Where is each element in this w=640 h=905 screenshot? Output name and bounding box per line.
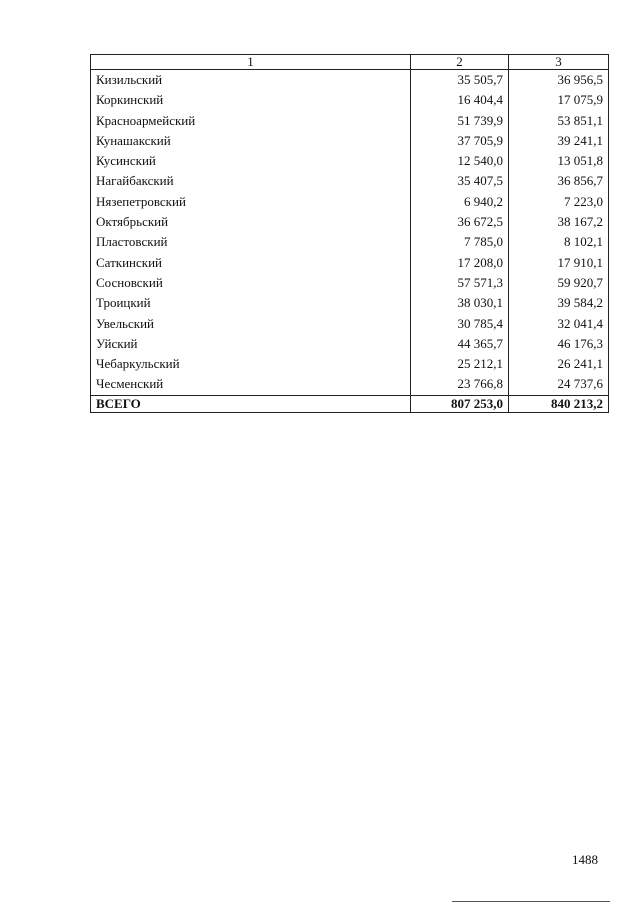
value-col2: 7 785,0 bbox=[411, 232, 509, 252]
value-col2: 51 739,9 bbox=[411, 111, 509, 131]
value-col2: 38 030,1 bbox=[411, 293, 509, 313]
district-name: Нязепетровский bbox=[91, 192, 411, 212]
total-label: ВСЕГО bbox=[91, 395, 411, 412]
budget-table bbox=[90, 54, 609, 413]
value-col2: 44 365,7 bbox=[411, 334, 509, 354]
value-col2: 36 672,5 bbox=[411, 212, 509, 232]
value-col3: 32 041,4 bbox=[509, 314, 609, 334]
value-col3: 39 241,1 bbox=[509, 131, 609, 151]
table-row bbox=[91, 293, 609, 313]
value-col2: 57 571,3 bbox=[411, 273, 509, 293]
footer-divider bbox=[452, 901, 610, 902]
value-col2: 35 407,5 bbox=[411, 171, 509, 191]
value-col3: 7 223,0 bbox=[509, 192, 609, 212]
value-col3: 26 241,1 bbox=[509, 354, 609, 374]
value-col3: 24 737,6 bbox=[509, 374, 609, 395]
value-col3: 39 584,2 bbox=[509, 293, 609, 313]
table-row bbox=[91, 171, 609, 191]
table-row bbox=[91, 314, 609, 334]
value-col2: 6 940,2 bbox=[411, 192, 509, 212]
value-col3: 38 167,2 bbox=[509, 212, 609, 232]
value-col3: 59 920,7 bbox=[509, 273, 609, 293]
district-name: Нагайбакский bbox=[91, 171, 411, 191]
value-col3: 13 051,8 bbox=[509, 151, 609, 171]
district-name: Коркинский bbox=[91, 90, 411, 110]
district-name: Чебаркульский bbox=[91, 354, 411, 374]
table-body bbox=[91, 70, 609, 413]
header-col-2: 2 bbox=[411, 55, 509, 70]
district-name: Уйский bbox=[91, 334, 411, 354]
value-col2: 35 505,7 bbox=[411, 70, 509, 91]
district-name: Кизильский bbox=[91, 70, 411, 91]
table-row bbox=[91, 70, 609, 91]
value-col2: 25 212,1 bbox=[411, 354, 509, 374]
district-name: Троицкий bbox=[91, 293, 411, 313]
table-row bbox=[91, 354, 609, 374]
district-name: Кусинский bbox=[91, 151, 411, 171]
value-col2: 23 766,8 bbox=[411, 374, 509, 395]
value-col2: 30 785,4 bbox=[411, 314, 509, 334]
header-row bbox=[91, 55, 609, 70]
district-name: Увельский bbox=[91, 314, 411, 334]
value-col3: 17 075,9 bbox=[509, 90, 609, 110]
table-row bbox=[91, 374, 609, 395]
total-row bbox=[91, 395, 609, 412]
value-col2: 16 404,4 bbox=[411, 90, 509, 110]
value-col2: 12 540,0 bbox=[411, 151, 509, 171]
header-col-3: 3 bbox=[509, 55, 609, 70]
value-col2: 17 208,0 bbox=[411, 253, 509, 273]
total-col2: 807 253,0 bbox=[411, 395, 509, 412]
value-col3: 46 176,3 bbox=[509, 334, 609, 354]
value-col3: 36 856,7 bbox=[509, 171, 609, 191]
district-name: Красноармейский bbox=[91, 111, 411, 131]
table-row bbox=[91, 131, 609, 151]
value-col3: 53 851,1 bbox=[509, 111, 609, 131]
table-row bbox=[91, 151, 609, 171]
table-row bbox=[91, 192, 609, 212]
district-name: Пластовский bbox=[91, 232, 411, 252]
table-row bbox=[91, 334, 609, 354]
table-row bbox=[91, 232, 609, 252]
district-name: Саткинский bbox=[91, 253, 411, 273]
district-name: Октябрьский bbox=[91, 212, 411, 232]
district-name: Сосновский bbox=[91, 273, 411, 293]
table-row bbox=[91, 90, 609, 110]
table-row bbox=[91, 253, 609, 273]
total-col3: 840 213,2 bbox=[509, 395, 609, 412]
page-number: 1488 bbox=[572, 852, 598, 867]
district-name: Кунашакский bbox=[91, 131, 411, 151]
district-name: Чесменский bbox=[91, 374, 411, 395]
value-col3: 8 102,1 bbox=[509, 232, 609, 252]
value-col3: 17 910,1 bbox=[509, 253, 609, 273]
table-row bbox=[91, 273, 609, 293]
table-row bbox=[91, 111, 609, 131]
value-col3: 36 956,5 bbox=[509, 70, 609, 91]
value-col2: 37 705,9 bbox=[411, 131, 509, 151]
table-row bbox=[91, 212, 609, 232]
header-col-1: 1 bbox=[91, 55, 411, 70]
